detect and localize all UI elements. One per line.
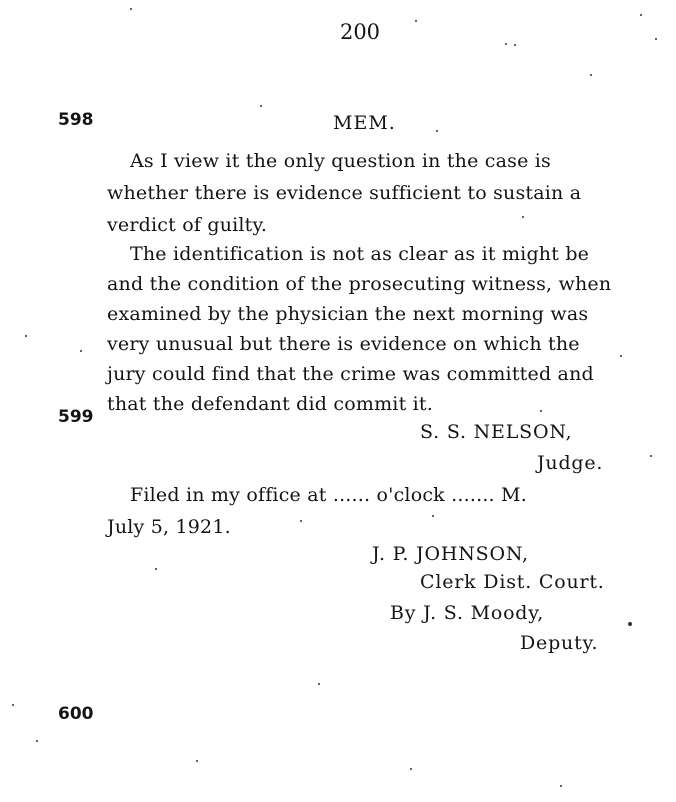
- memo-heading: MEM.: [333, 112, 396, 134]
- line-number-600: 600: [58, 704, 94, 724]
- clerk-name: J. P. JOHNSON,: [372, 543, 529, 565]
- paragraph2-line6: that the defendant did commit it.: [107, 393, 434, 415]
- paragraph1-line1: As I view it the only question in the case is: [130, 150, 552, 172]
- judge-title: Judge.: [537, 452, 604, 474]
- paragraph1-line3: verdict of guilty.: [107, 214, 268, 236]
- paragraph2-line2: and the condition of the prosecuting witness, when: [107, 273, 612, 295]
- clerk-by: By J. S. Moody,: [390, 602, 545, 624]
- filing-line: Filed in my office at ...... o'clock ....... M.: [130, 484, 527, 506]
- deputy-title: Deputy.: [520, 632, 599, 654]
- paragraph2-line5: jury could find that the crime was committed and: [107, 363, 594, 385]
- judge-name: S. S. NELSON,: [420, 421, 573, 443]
- filing-date: July 5, 1921.: [107, 516, 231, 538]
- paragraph2-line3: examined by the physician the next morning was: [107, 303, 589, 325]
- clerk-title: Clerk Dist. Court.: [420, 571, 605, 593]
- page-number: 200: [339, 20, 381, 44]
- paragraph2-line1: The identification is not as clear as it might be: [130, 243, 590, 265]
- paragraph1-line2: whether there is evidence sufficient to sustain a: [107, 182, 582, 204]
- paragraph2-line4: very unusual but there is evidence on which the: [107, 333, 580, 355]
- line-number-598: 598: [58, 110, 94, 130]
- line-number-599: 599: [58, 407, 94, 427]
